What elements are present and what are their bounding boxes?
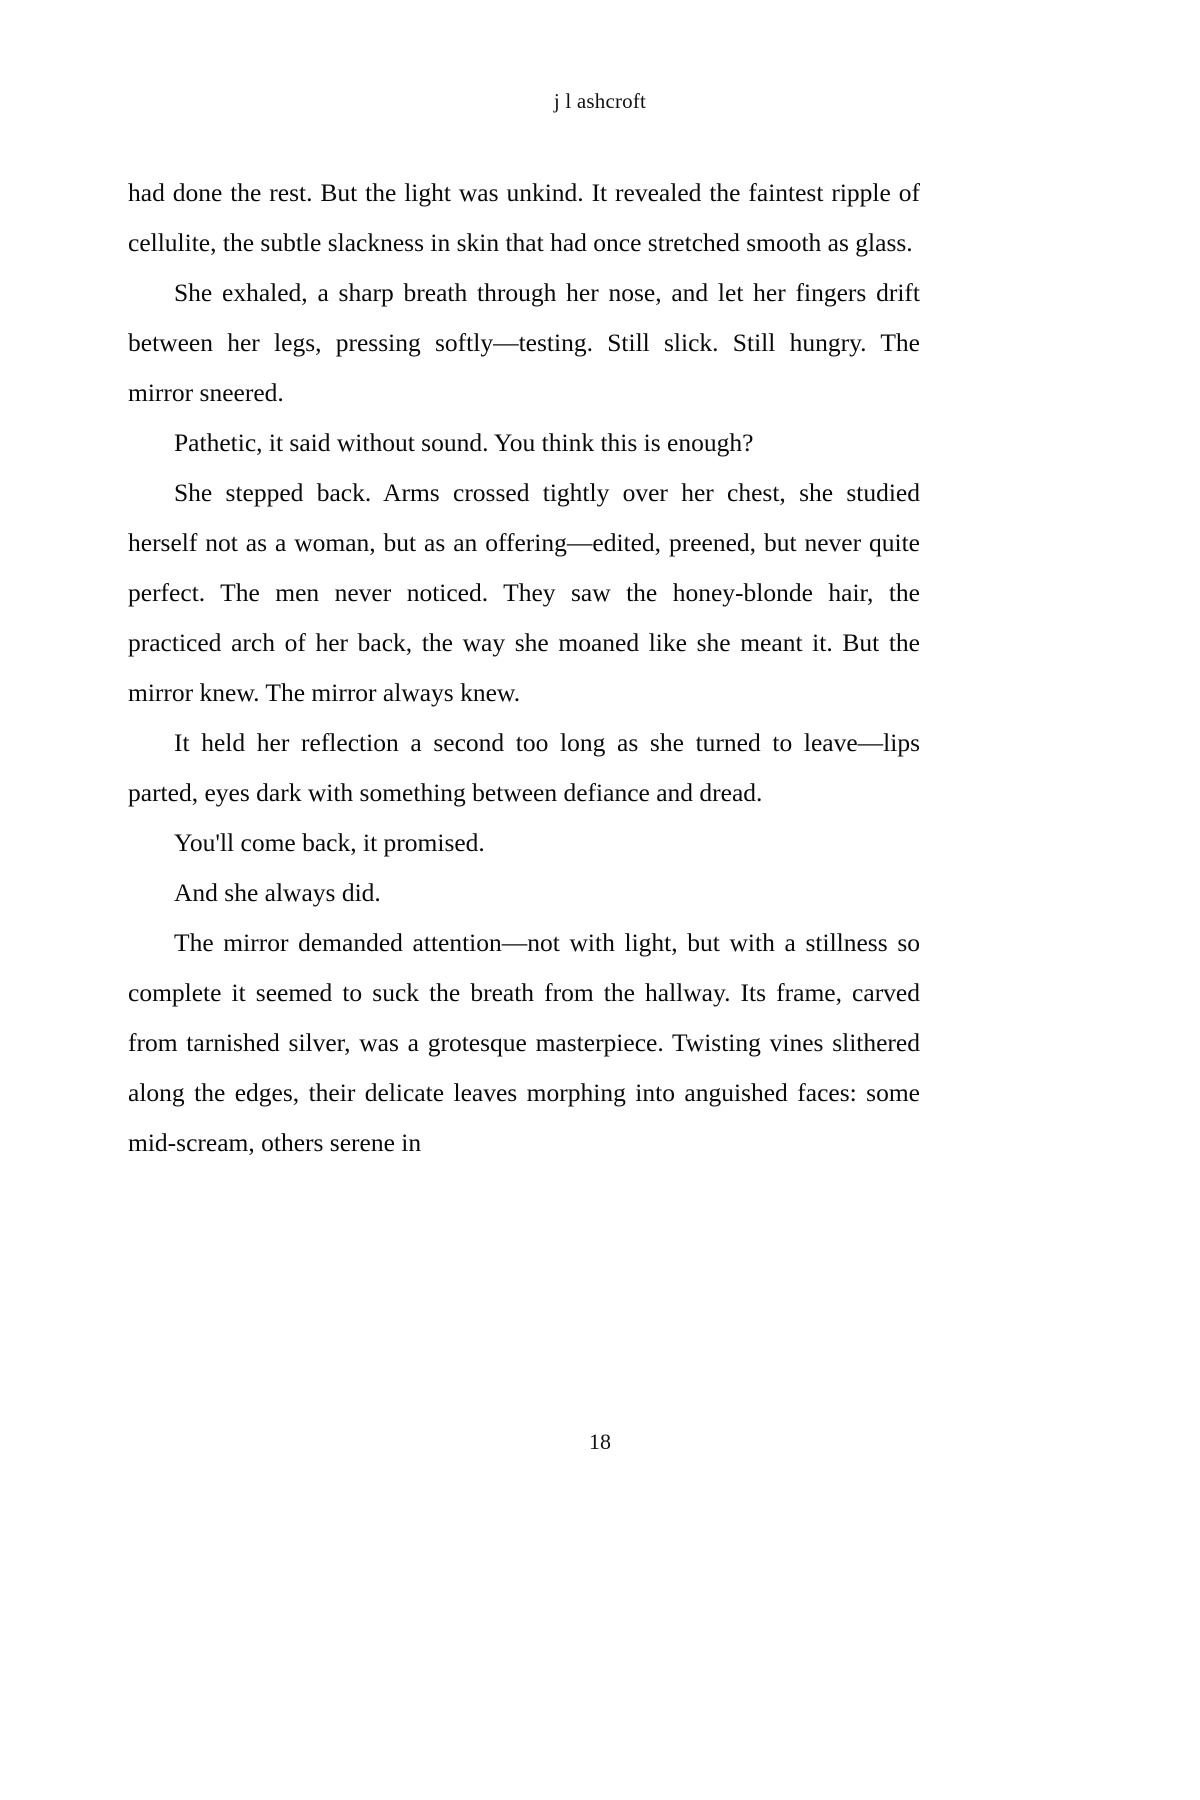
- paragraph-4: She stepped back. Arms crossed tightly over her chest, she studied herself not as a woman, but as an offering—edited, preened, but never quite perfect. The men never noticed. They saw the honey-blonde hair, the practiced arch of her back, the way she moaned like she meant it. But the mirror knew. The mirror always knew.: [128, 478, 920, 707]
- body-text-block: [128, 168, 920, 1168]
- running-header: j l ashcroft: [553, 89, 647, 113]
- paragraph-5: It held her reflection a second too long as she turned to leave—lips parted, eyes dark with something between defiance and dread.: [128, 728, 920, 807]
- paragraph-7: And she always did.: [174, 878, 381, 907]
- paragraph-6: You'll come back, it promised.: [174, 828, 485, 857]
- paragraph-3: Pathetic, it said without sound. You think this is enough?: [174, 428, 754, 457]
- paragraph-8: The mirror demanded attention—not with light, but with a stillness so complete it seemed to suck the breath from the hallway. Its frame, carved from tarnished silver, was a grotesque masterpiece. Twisting vines slithered along the edges, their delicate leaves morphing into anguished faces: some mid-scream, others serene in: [128, 928, 920, 1157]
- page-number: 18: [589, 1429, 611, 1454]
- paragraph-2: She exhaled, a sharp breath through her nose, and let her fingers drift between her legs, pressing softly—testing. Still slick. Still hungry. The mirror sneered.: [128, 278, 920, 407]
- paragraph-1: had done the rest. But the light was unkind. It revealed the faintest ripple of cellulite, the subtle slackness in skin that had once stretched smooth as glass.: [128, 178, 920, 257]
